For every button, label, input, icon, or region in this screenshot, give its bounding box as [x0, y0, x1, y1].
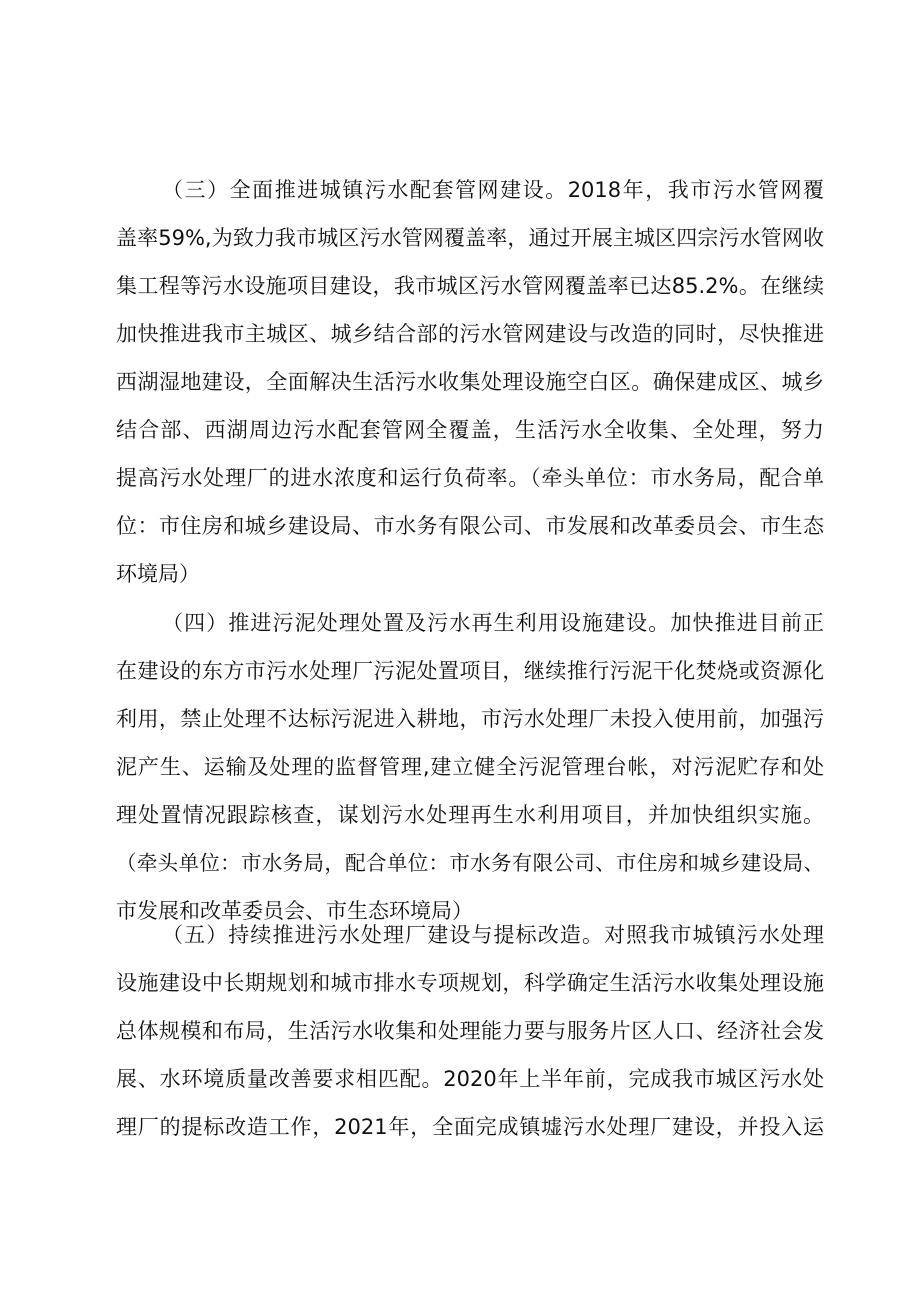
text-line: 盖率59%,为致力我市城区污水管网覆盖率，通过开展主城区四宗污水管网收	[116, 226, 824, 250]
text-line: （三）全面推进城镇污水配套管网建设。2018年，我市污水管网覆	[162, 178, 824, 202]
text-line: 集工程等污水设施项目建设，我市城区污水管网覆盖率已达85.2%。在继续	[116, 274, 824, 298]
text-line: （五）持续推进污水处理厂建设与提标改造。对照我市城镇污水处理	[162, 923, 824, 947]
text-line: （四）推进污泥处理处置及污水再生利用设施建设。加快推进目前正	[162, 611, 824, 635]
text-line: 设施建设中长期规划和城市排水专项规划，科学确定生活污水收集处理设施	[116, 971, 824, 995]
text-line: 总体规模和布局，生活污水收集和处理能力要与服务片区人口、经济社会发	[116, 1019, 824, 1043]
text-line: 提高污水处理厂的进水浓度和运行负荷率。（牵头单位：市水务局，配合单	[116, 466, 824, 490]
text-line: 环境局）	[116, 562, 200, 586]
text-line: 理处置情况跟踪核查，谋划污水处理再生水利用项目，并加快组织实施。	[116, 803, 824, 827]
text-line: 利用，禁止处理不达标污泥进入耕地，市污水处理厂未投入使用前，加强污	[116, 707, 824, 731]
text-line: 位：市住房和城乡建设局、市水务有限公司、市发展和改革委员会、市生态	[116, 514, 824, 538]
text-line: 结合部、西湖周边污水配套管网全覆盖，生活污水全收集、全处理，努力	[116, 418, 824, 442]
text-line: 展、水环境质量改善要求相匹配。2020年上半年前，完成我市城区污水处	[116, 1067, 824, 1091]
text-line: （牵头单位：市水务局，配合单位：市水务有限公司、市住房和城乡建设局、	[116, 851, 824, 875]
text-line: 在建设的东方市污水处理厂污泥处置项目，继续推行污泥干化焚烧或资源化	[116, 659, 824, 683]
paragraph-section-4	[116, 599, 824, 935]
text-line: 理厂的提标改造工作，2021年，全面完成镇墟污水处理厂建设，并投入运	[116, 1115, 824, 1139]
paragraph-section-3	[116, 166, 824, 598]
text-line: 西湖湿地建设，全面解决生活污水收集处理设施空白区。确保建成区、城乡	[116, 370, 824, 394]
text-line: 市发展和改革委员会、市生态环境局）	[116, 899, 473, 923]
text-line: 泥产生、运输及处理的监督管理,建立健全污泥管理台帐，对污泥贮存和处	[116, 755, 824, 779]
paragraph-section-5	[116, 911, 824, 1151]
text-line: 加快推进我市主城区、城乡结合部的污水管网建设与改造的同时，尽快推进	[116, 322, 824, 346]
